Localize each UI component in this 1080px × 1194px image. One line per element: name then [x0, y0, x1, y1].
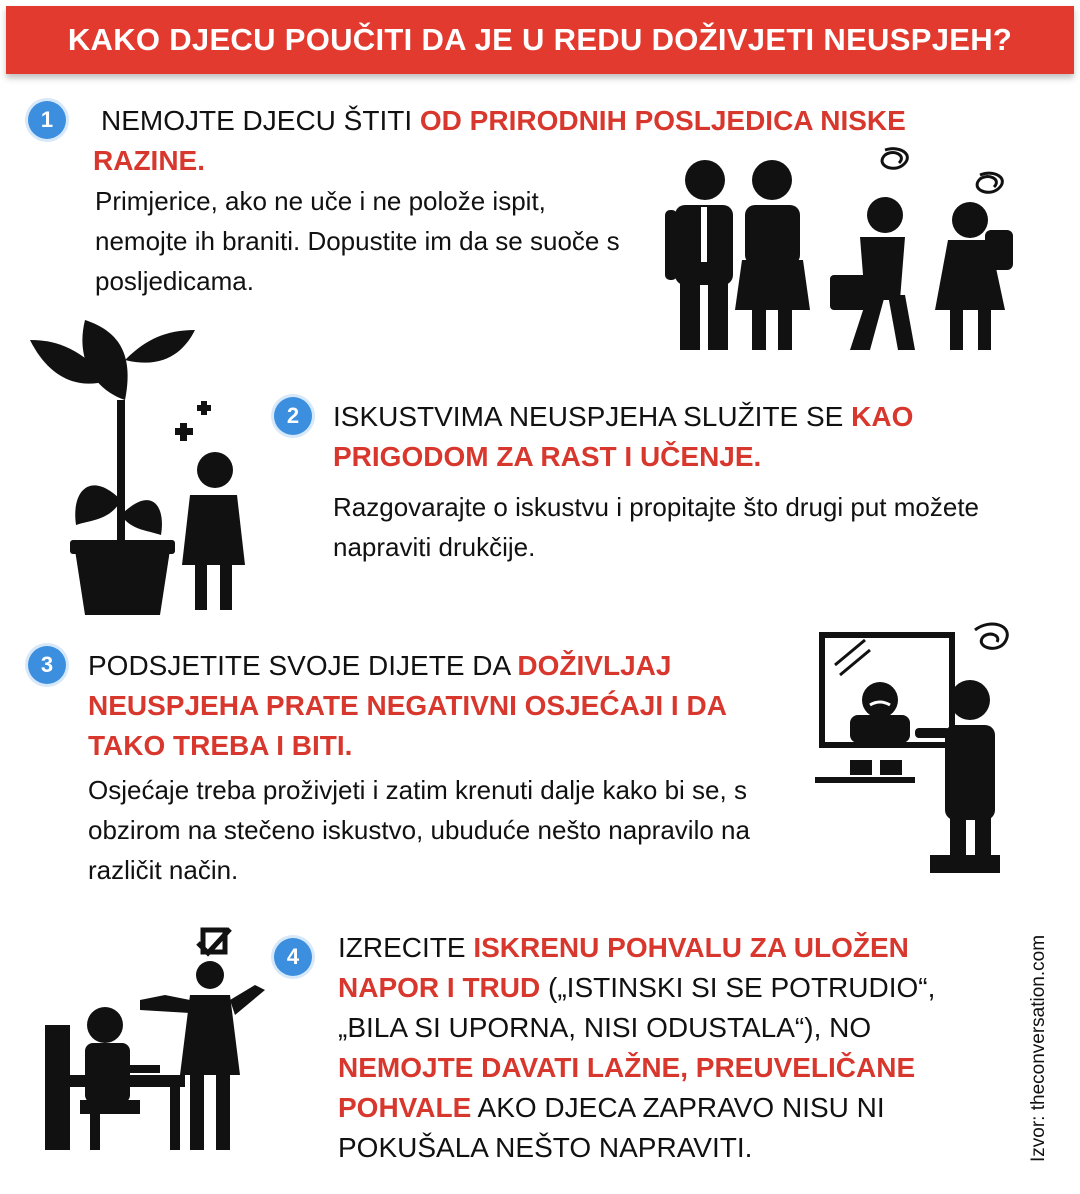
parent-and-child-at-desk-icon	[40, 925, 280, 1165]
tip-3-body: Osjećaje treba proživjeti i zatim krenuti dalje kako bi se, s obzirom na stečeno iskustvo, ubuduće nešto napravilo na različit način.	[88, 775, 750, 885]
tip-2-heading-red: KAO PRIGODOM ZA RAST I UČENJE.	[333, 401, 914, 472]
tip-4-number-badge: 4	[274, 938, 312, 976]
tip-2-heading-plain: ISKUSTVIMA NEUSPJEHA SLUŽITE SE	[333, 401, 852, 432]
parents-and-sad-children-icon	[660, 145, 1040, 355]
tip-2-number-badge: 2	[274, 397, 312, 435]
source-credit: Izvor: theconversation.com	[1028, 934, 1049, 1162]
title-banner	[6, 6, 1074, 74]
tip-3-heading-plain: PODSJETITE SVOJE DIJETE DA	[88, 650, 518, 681]
tip-3-heading-red: DOŽIVLJAJ NEUSPJEHA PRATE NEGATIVNI OSJEĆAJI I DA TAKO TREBA I BITI.	[88, 650, 726, 761]
tip-1-heading-red: OD PRIRODNIH POSLJEDICA NISKE RAZINE.	[93, 105, 906, 176]
tip-2-heading	[333, 397, 973, 477]
tip-1-heading-plain: NEMOJTE DJECU ŠTITI	[101, 105, 420, 136]
tip-1-number-badge: 1	[28, 101, 66, 139]
tip-4-text-red-2: NEMOJTE DAVATI LAŽNE, PREUVELIČANE POHVALE	[338, 1052, 916, 1123]
tip-2-body: Razgovarajte o iskustvu i propitajte što drugi put možete napraviti drukčije.	[333, 492, 980, 562]
wilting-plant-and-child-icon	[25, 300, 255, 620]
tip-4-text-plain-3: AKO DJECA ZAPRAVO NISU NI POKUŠALA NEŠTO NAPRAVITI.	[338, 1092, 885, 1163]
tip-3-heading	[88, 646, 788, 766]
page-title: KAKO DJECU POUČITI DA JE U REDU DOŽIVJETI NEUSPJEH?	[67, 22, 1013, 57]
tip-3-number-badge: 3	[28, 646, 66, 684]
tip-1-body: Primjerice, ako ne uče i ne polože ispit, nemojte ih braniti. Dopustite im da se suoče s posljedicama.	[95, 186, 620, 296]
tip-4-text-red-1: ISKRENU POHVALU ZA ULOŽEN NAPOR I TRUD	[338, 932, 909, 1003]
tip-4-text-plain-1: IZRECITE	[338, 932, 474, 963]
child-at-mirror-icon	[810, 610, 1040, 890]
tip-4-text-plain-2: („ISTINSKI SI SE POTRUDIO“, „BILA SI UPORNA, NISI ODUSTALA“), NO	[338, 972, 936, 1043]
tip-4-heading	[338, 928, 988, 1168]
